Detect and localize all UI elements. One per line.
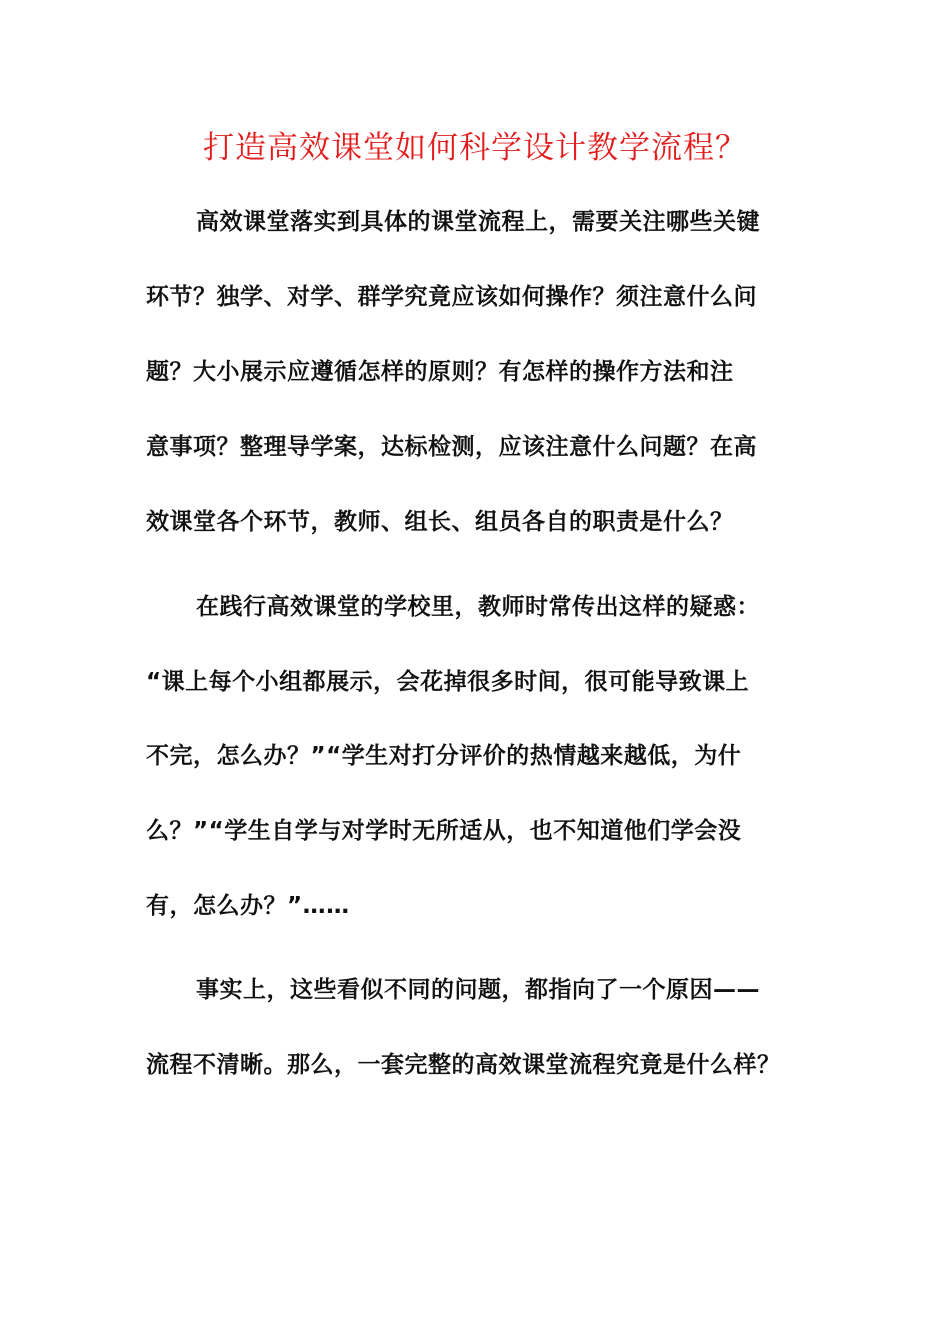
paragraph-1-line-2: 环节？独学、对学、群学究竟应该如何操作？须注意什么问 bbox=[146, 284, 757, 310]
paragraph-1-line-4: 意事项？整理导学案，达标检测，应该注意什么问题？在高 bbox=[146, 434, 757, 460]
paragraph-2-line-3: 不完，怎么办？”“学生对打分评价的热情越来越低，为什 bbox=[146, 743, 742, 769]
document-title: 打造高效课堂如何科学设计教学流程？ bbox=[203, 130, 747, 166]
paragraph-1-line-5: 效课堂各个环节，教师、组长、组员各自的职责是什么？ bbox=[146, 509, 734, 535]
paragraph-2-line-4: 么？”“学生自学与对学时无所适从，也不知道他们学会没 bbox=[146, 818, 742, 844]
paragraph-2-line-2: “课上每个小组都展示，会花掉很多时间，很可能导致课上 bbox=[146, 669, 750, 695]
paragraph-3-line-2: 流程不清晰。那么，一套完整的高效课堂流程究竟是什么样？ bbox=[146, 1052, 781, 1078]
paragraph-3-line-1: 事实上，这些看似不同的问题，都指向了一个原因—— bbox=[196, 977, 760, 1003]
paragraph-2-line-1: 在践行高效课堂的学校里，教师时常传出这样的疑惑： bbox=[196, 594, 760, 620]
paragraph-2-line-5: 有，怎么办？”…… bbox=[146, 893, 350, 919]
paragraph-1-line-3: 题？大小展示应遵循怎样的原则？有怎样的操作方法和注 bbox=[146, 359, 734, 385]
paragraph-1-line-1: 高效课堂落实到具体的课堂流程上，需要关注哪些关键 bbox=[196, 209, 760, 235]
